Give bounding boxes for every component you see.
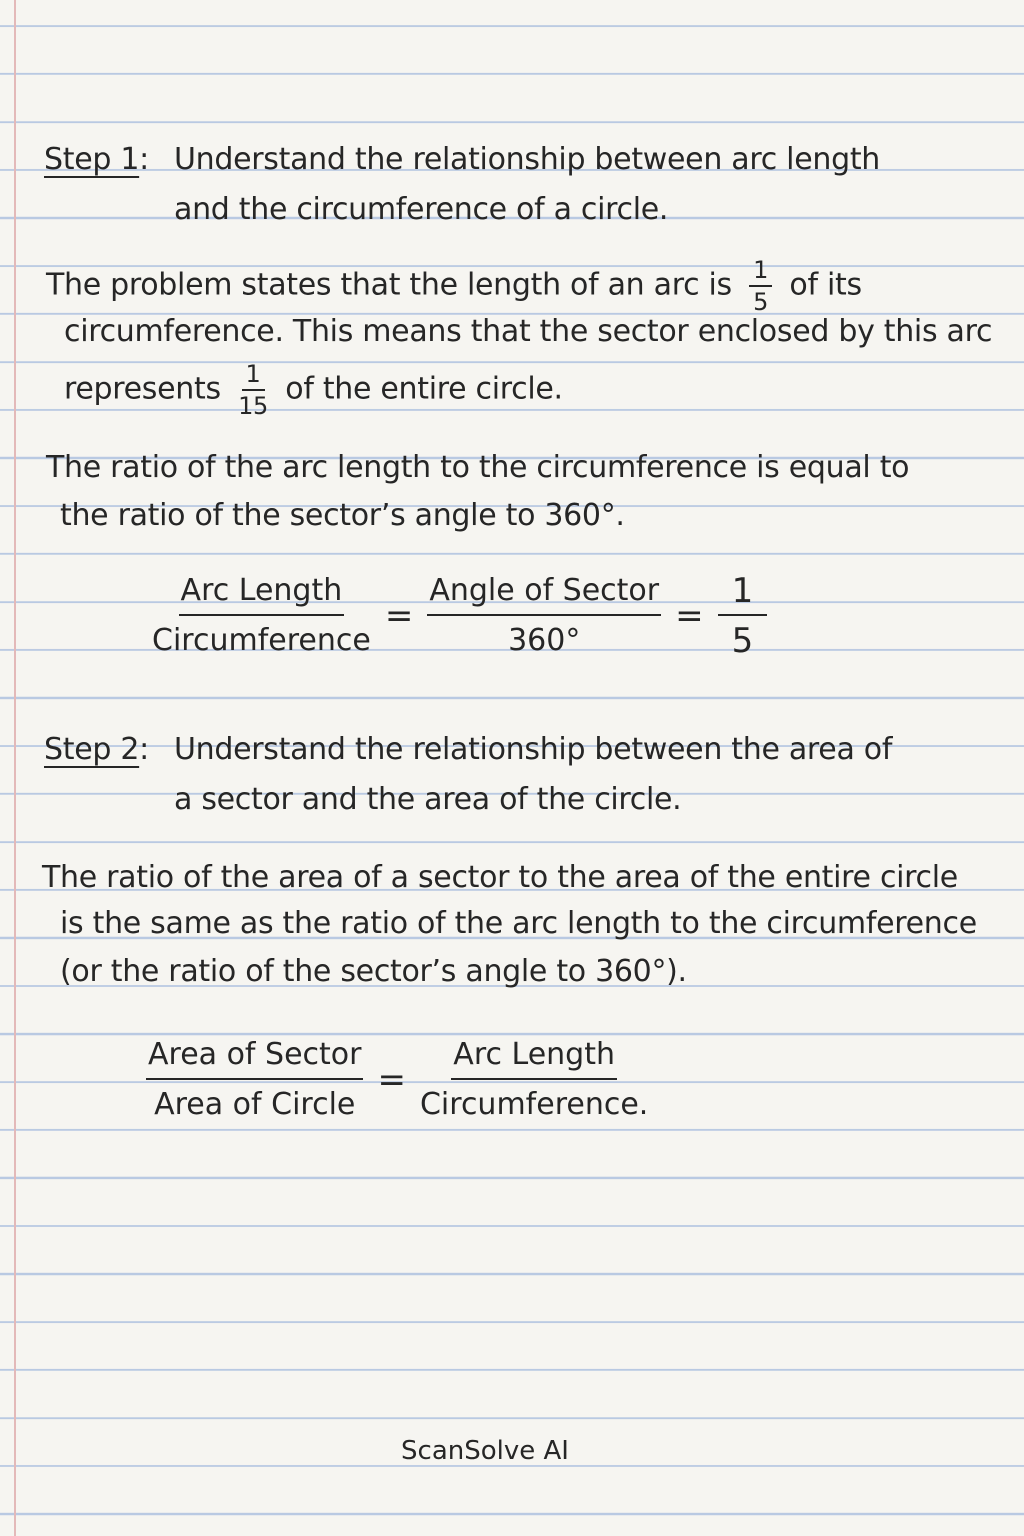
step2-heading	[44, 730, 149, 770]
fraction-denominator: Area of Circle	[154, 1087, 356, 1122]
fraction-numerator: Area of Sector	[146, 1036, 363, 1080]
para3-line3: (or the ratio of the sector’s angle to 360°).	[60, 954, 687, 989]
fraction-numerator: Arc Length	[451, 1036, 617, 1080]
para2-line2: the ratio of the sector’s angle to 360°.	[60, 498, 625, 533]
footer-brand: ScanSolve AI	[401, 1436, 569, 1466]
fraction-one-fifth-large	[718, 572, 768, 660]
step1-title-line1: Understand the relationship between arc length	[174, 142, 880, 177]
margin-line	[14, 0, 16, 1536]
fraction-denominator: Circumference.	[419, 1087, 649, 1122]
para1-line1	[46, 258, 862, 314]
fraction-numerator: Angle of Sector	[427, 572, 661, 616]
fraction-denominator: 15	[238, 392, 269, 420]
para2-line1: The ratio of the arc length to the circumference is equal to	[46, 450, 910, 485]
fraction-arc-over-circumference	[152, 572, 371, 660]
step1-heading	[44, 140, 149, 180]
fraction-angle-over-360	[427, 572, 661, 660]
equals-sign: =	[384, 596, 414, 636]
step2-title-line2: a sector and the area of the circle.	[174, 782, 682, 817]
fraction-arc-over-circumference	[420, 1036, 648, 1124]
fraction-denominator: 5	[731, 621, 754, 661]
fraction-denominator: 360°	[508, 623, 581, 658]
fraction-denominator: 5	[753, 288, 769, 316]
step2-label: Step 2	[44, 732, 140, 767]
step1-label: Step 1	[44, 142, 140, 177]
step2-title-line1: Understand the relationship between the area of	[174, 732, 893, 767]
fraction-one-fifth	[749, 258, 772, 314]
para1-line3-text-a: represents	[64, 371, 221, 407]
para3-line2: is the same as the ratio of the arc length to the circumference	[60, 906, 977, 941]
fraction-numerator: 1	[242, 362, 265, 391]
step2-colon: :	[139, 732, 149, 767]
fraction-numerator: 1	[749, 258, 772, 287]
equation-area-ratio	[146, 1036, 648, 1124]
equation-arc-ratio	[152, 572, 767, 660]
fraction-denominator: Circumference	[152, 623, 371, 658]
para1-line3	[64, 362, 563, 418]
fraction-one-fifteenth	[238, 362, 268, 418]
para1-line2: circumference. This means that the sector enclosed by this arc	[64, 314, 993, 349]
equals-sign: =	[675, 596, 704, 636]
fraction-numerator: 1	[718, 572, 768, 616]
fraction-sector-over-circle	[146, 1036, 363, 1124]
para1-line1-text-a: The problem states that the length of an arc is	[46, 267, 732, 303]
equals-sign: =	[377, 1060, 406, 1100]
fraction-numerator: Arc Length	[179, 572, 345, 616]
para1-line1-text-b: of its	[789, 267, 862, 303]
para1-line3-text-b: of the entire circle.	[285, 371, 563, 407]
step1-title-line2: and the circumference of a circle.	[174, 192, 669, 227]
para3-line1: The ratio of the area of a sector to the area of the entire circle	[42, 860, 958, 895]
step1-colon: :	[139, 142, 149, 177]
